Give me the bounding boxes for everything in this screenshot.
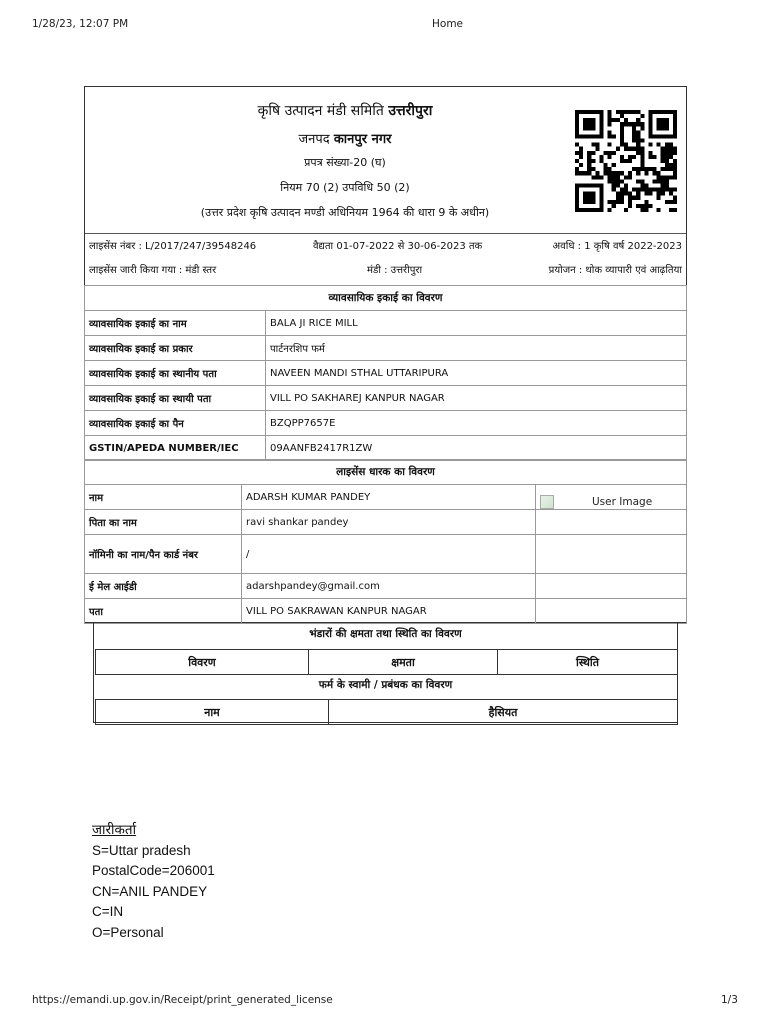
storage-col-capacity: क्षमता	[309, 650, 498, 675]
table-row: व्यावसायिक इकाई का स्थानीय पता NAVEEN MANDI STHAL UTTARIPURA	[85, 361, 687, 386]
mandi-name: मंडी : उत्तरीपुरा	[367, 265, 423, 276]
table-row: व्यावसायिक इकाई का स्थायी पता VILL PO SAKHAREJ KANPUR NAGAR	[85, 386, 687, 411]
owners-title: फर्म के स्वामी / प्रबंधक का विवरण	[318, 679, 453, 691]
table-row: व्यावसायिक इकाई का नाम BALA JI RICE MILL	[85, 311, 687, 336]
rule-reference: नियम 70 (2) उपविधि 50 (2)	[280, 181, 410, 194]
license-document	[84, 86, 687, 623]
print-page-number: 1/3	[721, 994, 738, 1006]
issuer-line: C=IN	[92, 904, 124, 919]
business-unit-title: व्यावसायिक इकाई का विवरण	[85, 286, 687, 311]
broken-image-icon	[540, 495, 554, 509]
license-validity: वैद्यता 01-07-2022 से 30-06-2023 तक	[313, 241, 483, 252]
license-purpose: प्रयोजन : थोक व्यापारी एवं आढ़तिया	[548, 265, 682, 276]
print-url: https://emandi.up.gov.in/Receipt/print_generated_license	[32, 994, 333, 1006]
license-holder-title: लाइसेंस धारक का विवरण	[85, 460, 687, 485]
issuer-line: PostalCode=206001	[92, 863, 215, 878]
act-reference: (उत्तर प्रदेश कृषि उत्पादन मण्डी अधिनियम 1964 की धारा 9 के अधीन)	[200, 206, 490, 219]
storage-section	[93, 623, 678, 723]
owners-col-position: हैसियत	[329, 700, 678, 725]
issuer-heading: जारीकर्ता	[92, 822, 137, 837]
owners-table	[95, 699, 678, 725]
print-page-title: Home	[432, 18, 464, 30]
table-row: व्यावसायिक इकाई का प्रकार पार्टनरशिप फर्म	[85, 336, 687, 361]
committee-name: कृषि उत्पादन मंडी समिति उत्तरीपुरा	[257, 103, 433, 119]
issued-by: लाइसेंस जारी किया गया : मंडी स्तर	[89, 265, 217, 276]
issuer-line: O=Personal	[92, 924, 164, 940]
table-row: पिता का नाम ravi shankar pandey	[85, 510, 687, 535]
divider	[85, 233, 686, 234]
owners-col-name: नाम	[96, 700, 329, 725]
issuer-block	[92, 820, 215, 943]
storage-col-description: विवरण	[96, 650, 309, 675]
license-number: लाइसेंस नंबर : L/2017/247/39548246	[89, 241, 257, 252]
user-image-placeholder	[535, 485, 687, 623]
issuer-line: CN=ANIL PANDEY	[92, 883, 208, 899]
user-image-alt: User Image	[592, 496, 653, 508]
storage-title: भंडारों की क्षमता तथा स्थिति का विवरण	[309, 628, 462, 640]
form-number: प्रपत्र संख्या-20 (घ)	[304, 156, 386, 169]
license-header	[85, 87, 686, 233]
table-row: नॉमिनी का नाम/पैन कार्ड नंबर /	[85, 535, 687, 574]
license-meta-row-2	[85, 259, 686, 283]
table-row: व्यावसायिक इकाई का पैन BZQPP7657E	[85, 411, 687, 436]
issuer-line: S=Uttar pradesh	[92, 842, 191, 858]
storage-table	[95, 649, 678, 675]
license-period: अवधि : 1 कृषि वर्ष 2022-2023	[552, 241, 682, 252]
license-meta-row-1	[85, 235, 686, 259]
storage-col-status: स्थिति	[498, 650, 678, 675]
print-datetime: 1/28/23, 12:07 PM	[32, 18, 129, 30]
table-row: ई मेल आईडी adarshpandey@gmail.com	[85, 574, 687, 599]
qr-code-icon	[575, 109, 677, 213]
table-row: GSTIN/APEDA NUMBER/IEC 09AANFB2417R1ZW	[85, 436, 687, 461]
table-row: पता VILL PO SAKRAWAN KANPUR NAGAR	[85, 599, 687, 624]
district-name: जनपद कानपुर नगर	[298, 132, 392, 147]
table-row: नाम ADARSH KUMAR PANDEY	[85, 485, 687, 510]
business-unit-table	[84, 285, 687, 461]
